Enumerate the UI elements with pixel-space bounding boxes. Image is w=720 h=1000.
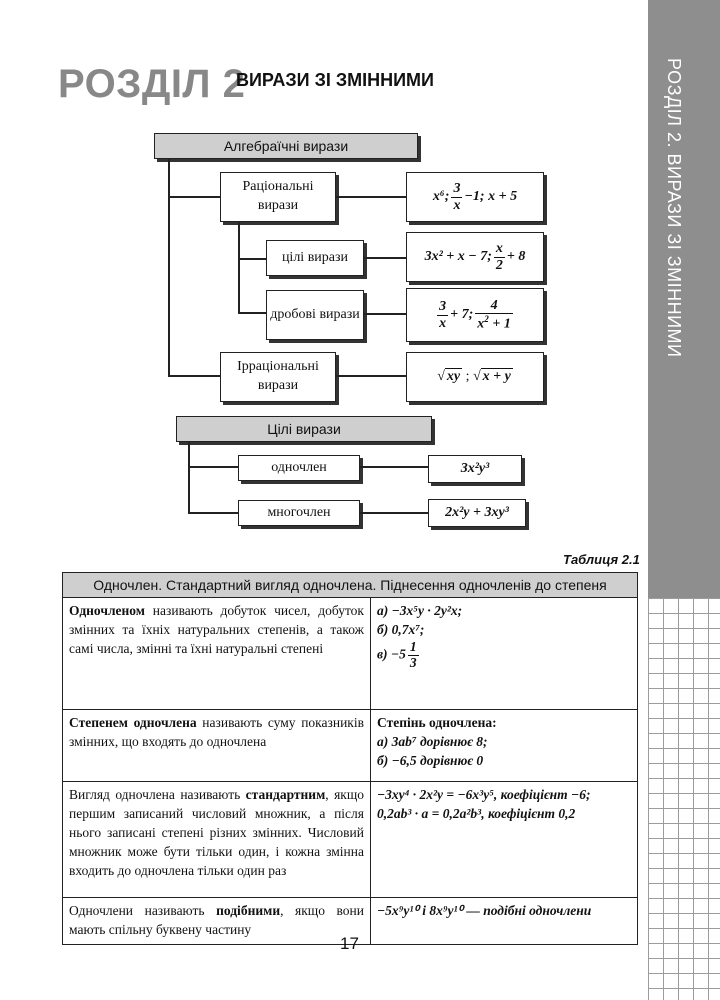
- table-row: [63, 782, 638, 898]
- ex-polynomial: 2x²y + 3xy³: [445, 504, 509, 520]
- page-number: 17: [340, 934, 359, 953]
- example-line: −3xy⁴ · 2x²y = −6x³y⁵, коефіцієнт −6;: [377, 787, 591, 802]
- term: стандартним: [245, 787, 326, 802]
- node-integer-label: цілі вирази: [281, 249, 349, 265]
- ex-rational-b: −1;: [464, 188, 485, 204]
- table-cell-definition: [63, 598, 371, 710]
- node-monomial-label: одночлен: [271, 459, 327, 475]
- connector: [336, 196, 406, 198]
- term: Одночленом: [69, 603, 145, 618]
- example-polynomial: [428, 499, 526, 527]
- node-irrational-label: Ірраціональні вирази: [237, 359, 319, 393]
- ex-irrational-a: xy: [446, 368, 461, 384]
- diagram-algebraic-header: [154, 133, 418, 159]
- node-irrational: [220, 352, 336, 402]
- node-fractional: [266, 290, 364, 340]
- ex-rational-a: x⁶;: [432, 188, 450, 204]
- example-rational: x⁶; $\frac{3}{x}$ −1; x + 5: [406, 172, 544, 222]
- example-line: −5x⁹y¹⁰ і 8x⁹y¹⁰ — подібні одночлени: [377, 903, 592, 918]
- node-polynomial-label: многочлен: [267, 504, 331, 520]
- section-title: ВИРАЗИ ЗІ ЗМІННИМИ: [236, 70, 434, 90]
- node-fractional-label: дробові вирази: [270, 306, 360, 322]
- side-tab-title: РОЗДІЛ 2. ВИРАЗИ ЗІ ЗМІННИМИ: [664, 58, 684, 358]
- diagram-integer-title: Цілі вирази: [267, 421, 341, 437]
- definition-text: Вигляд одночлена називають: [69, 787, 246, 802]
- table-heading: Одночлен. Стандартний вигляд одночлена. Піднесення одночленів до степеня: [63, 573, 638, 598]
- definition-text: Одночлени називають: [69, 903, 217, 918]
- node-rational-label: Раціональні вирази: [242, 179, 314, 213]
- table-row: [63, 710, 638, 782]
- ex-monomial: 3x²y³: [460, 460, 490, 476]
- side-tab: [648, 0, 720, 600]
- example-line: б) −6,5 дорівнює 0: [377, 752, 484, 768]
- connector: [168, 158, 170, 376]
- table-caption: Таблиця 2.1: [563, 552, 640, 567]
- node-rational: [220, 172, 336, 222]
- table-cell-examples: [371, 782, 638, 898]
- table-cell-examples: [371, 898, 638, 945]
- table-cell-examples: а) −3x⁵y · 2y²x; б) 0,7x⁷; в) −5 $\frac{1}{3}$: [371, 598, 638, 710]
- connector: [188, 441, 190, 513]
- ex-irrational-b: x + y: [482, 368, 511, 384]
- connector: [168, 196, 220, 198]
- connector: [168, 375, 220, 377]
- connector: [238, 222, 240, 312]
- node-monomial: [238, 455, 360, 481]
- connector: [188, 512, 238, 514]
- example-line: 0,2ab³ · a = 0,2a²b³, коефіцієнт 0,2: [377, 805, 576, 821]
- term: подібними: [216, 903, 281, 918]
- section-label: РОЗДІЛ 2: [58, 62, 246, 106]
- connector: [360, 512, 428, 514]
- example-monomial: [428, 455, 522, 483]
- table-cell-definition: [63, 710, 371, 782]
- table-cell-definition: [63, 898, 371, 945]
- node-polynomial: [238, 500, 360, 526]
- ex-fractional-a: + 7;: [450, 306, 474, 322]
- ex-integer-b: + 8: [506, 248, 526, 264]
- connector: [360, 466, 428, 468]
- table-cell-definition: [63, 782, 371, 898]
- connector: [238, 258, 266, 260]
- grid-margin: [648, 598, 720, 1000]
- node-integer: [266, 240, 364, 276]
- ex-integer-a: 3x² + x − 7;: [424, 248, 492, 264]
- example-line: в) −5: [377, 646, 406, 662]
- monomial-table: [62, 572, 638, 945]
- table-cell-examples: [371, 710, 638, 782]
- example-line: б) 0,7x⁷;: [377, 621, 425, 637]
- definition-text: називають добуток чисел, добуток змінних та їхніх натуральних степенів, а також самі числа, змінні та їхні натуральні степені: [69, 603, 364, 656]
- diagram-algebraic-title: Алгебраїчні вирази: [223, 138, 349, 154]
- connector: [336, 375, 406, 377]
- example-line: а) 3ab⁷ дорівнює 8;: [377, 733, 488, 749]
- example-line: а) −3x⁵y · 2y²x;: [377, 603, 463, 618]
- diagram-integer-header: [176, 416, 432, 442]
- connector: [188, 466, 238, 468]
- definition-text: , якщо першим записаний числовий множник, а після нього записані степені різних змінних. Числовий множник може бути тільки один, і кожна змінна входить до одночлена тільки один раз: [69, 787, 364, 878]
- connector: [238, 312, 266, 314]
- example-integer: 3x² + x − 7; $\frac{x}{2}$ + 8: [406, 232, 544, 282]
- table-row: [63, 598, 638, 710]
- connector: [364, 257, 406, 259]
- example-line: Степінь одночлена:: [377, 715, 497, 730]
- example-fractional: $\frac{3}{x}$ + 7; $\frac{4}{x^2 + 1}$: [406, 288, 544, 342]
- connector: [364, 313, 406, 315]
- definition-text: називають суму показників змінних, що входять до одночлена: [69, 715, 364, 749]
- example-irrational: √ xy ; √ x + y: [406, 352, 544, 402]
- ex-rational-c: x + 5: [488, 188, 518, 204]
- term: Степенем одночлена: [69, 715, 197, 730]
- definition-text: , якщо вони мають спільну буквену частину: [69, 903, 364, 937]
